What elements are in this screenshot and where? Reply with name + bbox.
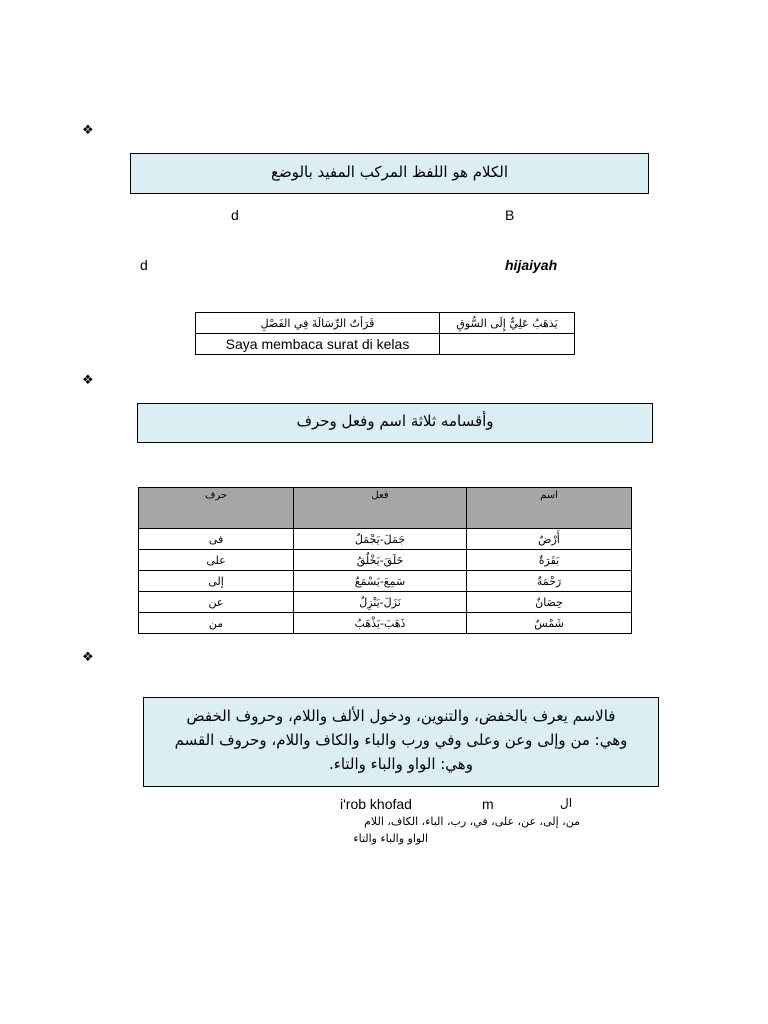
hijaiyah-term: hijaiyah: [505, 257, 558, 273]
table-row: [139, 571, 632, 592]
table-header-row: [139, 488, 632, 529]
ism-cell: أَرْضٌ: [467, 529, 632, 550]
division-box: وأقسامه ثلاثة اسم وفعل وحرف: [137, 403, 653, 443]
bullet-marker: ❖: [82, 373, 94, 388]
harf-cell: إلى: [139, 571, 294, 592]
ism-cell: حِصَانٌ: [467, 592, 632, 613]
letter-m: m: [482, 796, 494, 812]
harf-cell: فى: [139, 529, 294, 550]
fil-cell: خَلَقَ-يَخْلُقُ: [294, 550, 467, 571]
table-row: [139, 592, 632, 613]
letter-d-second: d: [140, 257, 148, 273]
letter-b: B: [505, 207, 515, 223]
ism-line: وهي: الواو والباء والتاء.: [329, 755, 473, 773]
fil-cell: نَزَلَ-يَنْزِلُ: [294, 592, 467, 613]
ism-cell: بَقَرَةٌ: [467, 550, 632, 571]
fil-cell: جَمَلَ-يَجْمَلُ: [294, 529, 467, 550]
harf-cell: من: [139, 613, 294, 634]
table-row: [196, 334, 575, 355]
harf-cell: على: [139, 550, 294, 571]
fil-cell: ذَهَبَ-يَذْهَبُ: [294, 613, 467, 634]
example-sentence-cell: يَذهَبُ عَلِيٌّ إِلَى السُّوقِ: [440, 313, 575, 334]
table-row: [139, 529, 632, 550]
ism-cell: رَحْمَةٌ: [467, 571, 632, 592]
ism-line: فالاسم يعرف بالخفض، والتنوين، ودخول الألف واللام، وحروف الخفض: [186, 707, 616, 725]
bullet-marker: ❖: [82, 650, 94, 665]
column-header-fil: فعل: [294, 488, 467, 529]
al-prefix: ال: [560, 796, 573, 810]
table-row: [196, 313, 575, 334]
table-row: [139, 613, 632, 634]
ism-cell: شَمْسٌ: [467, 613, 632, 634]
word-classes-table: [138, 487, 632, 634]
example-sentence-cell: قَرَأتُ الرِّسَالَةَ فِي الفَصْلِ: [196, 313, 440, 334]
ism-definition-box: [143, 697, 659, 787]
fil-cell: سَمِعَ-يَسْمَعُ: [294, 571, 467, 592]
harf-cell: عن: [139, 592, 294, 613]
table-row: [139, 550, 632, 571]
khofad-letters-list: من، إلى، عن، على، في، رب، الباء، الكاف، اللام: [364, 815, 580, 828]
qasam-letters-list: الواو والباء والتاء: [353, 832, 428, 845]
empty-cell: [440, 334, 575, 355]
bullet-marker: ❖: [82, 123, 94, 138]
example-table: [195, 312, 575, 355]
column-header-ism: اسم: [467, 488, 632, 529]
definition-box: الكلام هو اللفظ المركب المفيد بالوضع: [130, 153, 649, 194]
column-header-harf: حرف: [139, 488, 294, 529]
ism-line: وهي: من وإلى وعن وعلى وفي ورب والباء والكاف واللام، وحروف القسم: [174, 731, 628, 749]
translation-cell: Saya membaca surat di kelas: [196, 334, 440, 355]
letter-d: d: [231, 207, 239, 223]
irob-khofad-label: i'rob khofad: [340, 796, 412, 812]
